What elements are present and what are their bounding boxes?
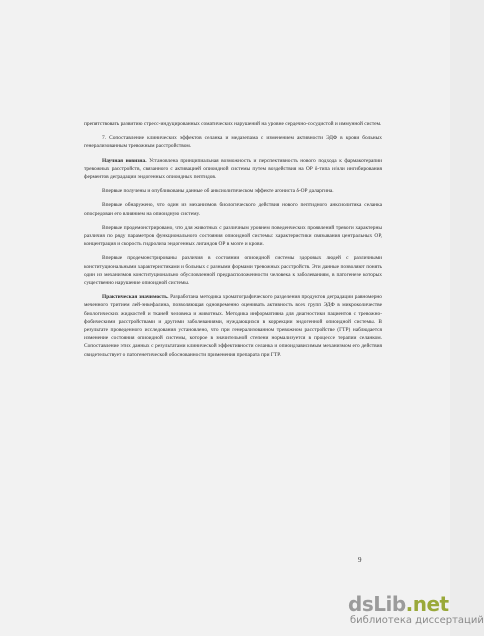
logo-tld: .net	[405, 592, 449, 616]
document-body	[84, 120, 382, 365]
logo-main: dsLib	[348, 592, 406, 616]
paragraph-6-text: Впервые продемонстрированы различия в состоянии опиоидной системы здоровых людей с различными конституциональными характеристиками и больных с разными формами тревожных расстройств. Эти данные позволяют понять один из механизмов конституционально обусловленной предрасположенности человека к заболеваниям, в патогенезе которых существенно нарушение опиоидной системы.	[84, 255, 382, 287]
paragraph-novelty	[84, 157, 382, 182]
paragraph-4-text: Впервые обнаружено, что один из механизмов биологического действия нового пептидного анксиолитика селанка опосредован его влиянием на опиоидную систему.	[84, 202, 382, 217]
paragraph-0-text: препятствовать развитию стресс-индуцированных соматических нарушений на уровне сердечно-сосудистой и иммунной систем.	[84, 121, 382, 127]
paragraph-item-7	[84, 134, 382, 150]
dslib-watermark	[300, 592, 484, 636]
paragraph-dalargin	[84, 187, 382, 195]
practical-heading: Практическая значимость.	[102, 294, 169, 301]
paragraph-animal-differences	[84, 224, 382, 249]
paragraph-2-text: Установлена принципиальная возможность и перспективность нового подхода к фармакотерапии тревожных расстройств, связанного с активацией опиоидной системы путем воздействия на ОР δ-типа и/или ингибирования ферментов деградации эндогенных опиоидных пептидов.	[84, 157, 382, 181]
paragraph-7-text: Разработана методика хроматографического разделения продуктов деградации равномерно меченного тритием лей-энкефалина, позволяющая одновременно оценивать активность всех групп ЭДФ в микроколичестве биологических жидкостей и тканей человека и животных. Методика информативна для диагностики пациентов с тревожно-фобическими расстройствами и другими заболеваниями, нуждающихся в коррекции эндогенной опиоидной системы. В результате проведенного исследования установлено, что при генерализованном тревожном расстройстве (ГТР) наблюдается изменение состояния опиоидной системы, которое в значительной степени нормализуется в процессе терапии селанком. Сопоставление этих данных с результатами клинической эффективности селанка и опиоидзависимым механизмом его действия свидетельствует о патогенетической обоснованности применения препарата при ГТР.	[84, 294, 382, 358]
watermark-subtitle: библиотека диссертаций	[350, 615, 484, 626]
paragraph-1-text: 7. Сопоставление клинических эффектов селанка и медазепама с изменением активности ЭДФ в крови больных генерализованным тревожным расстройством.	[84, 135, 382, 150]
novelty-heading: Научная новизна.	[102, 157, 147, 164]
paragraph-continuation	[84, 120, 382, 128]
page-number: 9	[358, 556, 362, 564]
paragraph-practical-significance	[84, 293, 382, 359]
dslib-logo	[348, 592, 449, 616]
paragraph-5-text: Впервые продемонстрировано, что для животных с различным уровнем поведенческих проявлений тревоги характерны различия по ряду параметров функционального состояния опиоидной системы: характеристики связывания центральных ОР, концентрация и скорость гидролиза эндогенных лигандов ОР в мозге и крови.	[84, 224, 382, 248]
paragraph-selank-mechanism	[84, 201, 382, 217]
paragraph-human-differences	[84, 254, 382, 287]
paragraph-3-text: Впервые получены и опубликованы данные об анксиолитическом эффекте агониста δ-ОР даларгина.	[102, 188, 334, 195]
